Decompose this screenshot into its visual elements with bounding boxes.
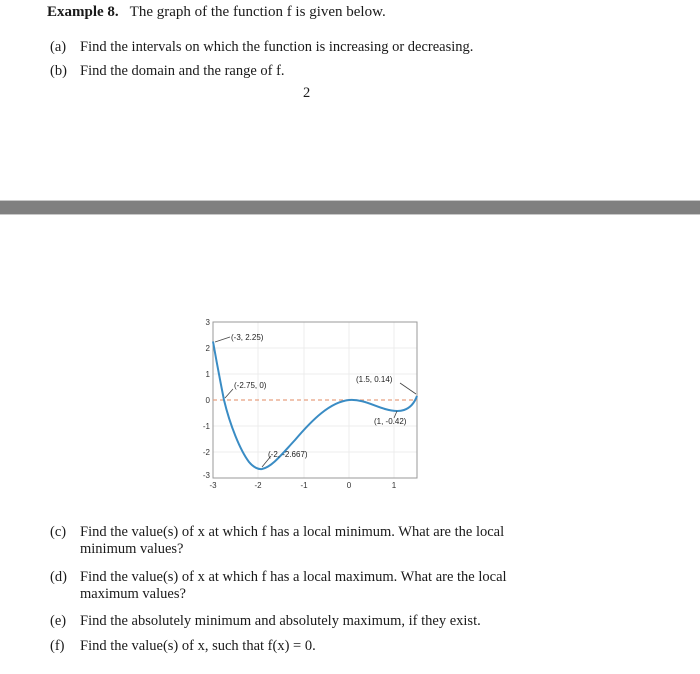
question-a [50,39,473,56]
function-curve [213,342,417,470]
page-divider [0,200,700,215]
annotation-local-min: (-2, -2.667) [268,450,308,459]
svg-text:1: 1 [205,370,210,379]
example-heading [47,4,386,21]
svg-text:0: 0 [205,396,210,405]
svg-text:-2: -2 [254,481,262,490]
example-label: Example 8. [47,4,119,20]
svg-text:0: 0 [346,481,352,490]
y-tick-labels [203,318,211,480]
function-graph [190,310,430,500]
svg-text:-3: -3 [209,481,217,490]
svg-text:-1: -1 [202,422,210,431]
question-label: (a) [50,39,67,55]
question-text: Find the value(s) of x at which f has a local minimum. What are the local [80,524,505,540]
annotations [215,333,416,467]
question-b [50,63,285,80]
svg-text:3: 3 [205,318,210,327]
annotation-zero-crossing: (-2.75, 0) [234,381,267,390]
question-text: Find the value(s) of x at which f has a local maximum. What are the local [80,569,507,585]
svg-text:2: 2 [205,344,210,353]
page-number: 2 [303,85,311,101]
question-text-continued: minimum values? [80,541,184,557]
question-e [50,613,481,630]
annotation-start-point: (-3, 2.25) [231,333,264,342]
question-f [50,638,316,655]
svg-text:-3: -3 [202,471,210,480]
svg-text:-2: -2 [202,448,210,457]
annotation-right-min: (1, -0.42) [374,417,407,426]
example-text: The graph of the function f is given below. [129,4,386,20]
svg-text:1: 1 [391,481,397,490]
annotation-end-point: (1.5, 0.14) [356,375,393,384]
question-text-continued: maximum values? [80,586,186,602]
question-label: (c) [50,524,67,540]
question-c [50,524,504,558]
question-text: Find the absolutely minimum and absolutely maximum, if they exist. [80,613,481,629]
question-label: (e) [50,613,67,629]
question-text: Find the domain and the range of f. [80,63,285,79]
svg-text:-1: -1 [300,481,308,490]
question-label: (f) [50,638,65,654]
question-label: (b) [50,63,67,79]
question-text: Find the value(s) of x, such that f(x) = 0. [80,638,316,654]
question-text: Find the intervals on which the function is increasing or decreasing. [80,39,474,55]
question-label: (d) [50,569,67,585]
x-tick-labels [209,481,396,490]
question-d [50,569,507,603]
